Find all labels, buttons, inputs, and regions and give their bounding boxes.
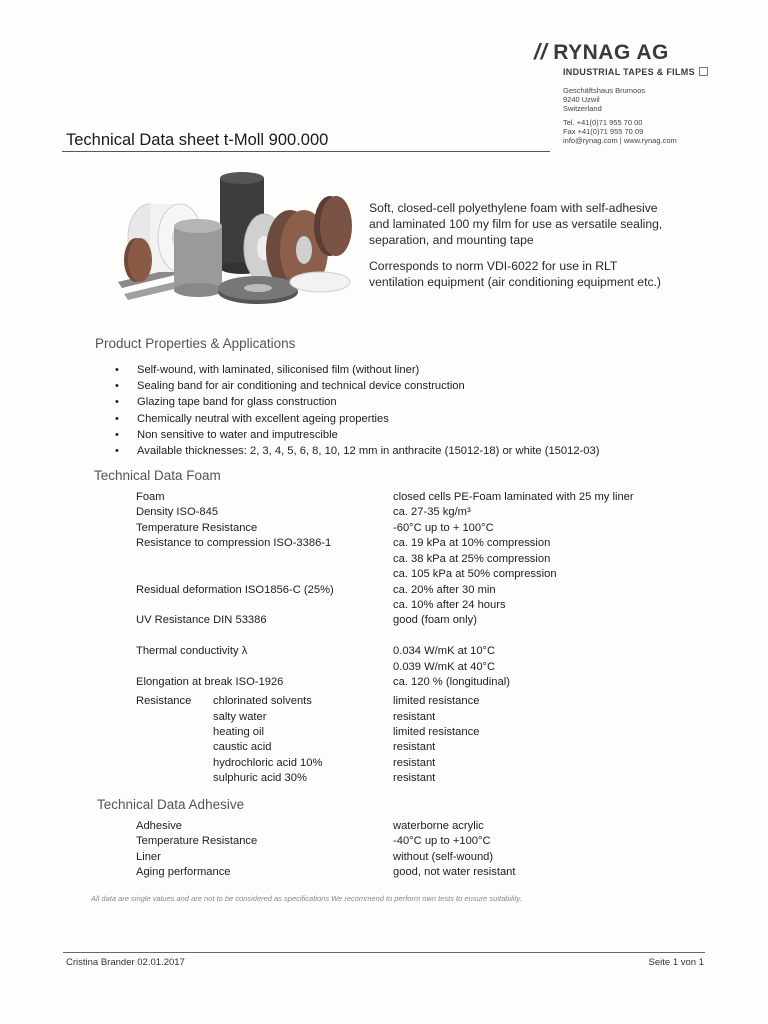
resistance-value: resistant [393, 772, 436, 784]
disclaimer: All data are single values and are not to be considered as specifications We recommend to perform own tests to ensure suitability. [91, 894, 522, 903]
company-address [563, 86, 645, 113]
list-item: • Available thicknesses: 2, 3, 4, 5, 6, 8, 10, 12 mm in anthracite (15012-18) or white (15012-03) [115, 443, 599, 459]
foam-label: Elongation at break ISO-1926 [136, 676, 284, 688]
contact-web: info@rynag.com | www.rynag.com [563, 136, 677, 145]
foam-value: -60°C up to + 100°C [393, 522, 494, 534]
resistance-value: resistant [393, 757, 436, 769]
page-title: Technical Data sheet t-Moll 900.000 [66, 131, 329, 149]
footer-divider [63, 952, 705, 953]
section-heading-properties: Product Properties & Applications [95, 336, 296, 351]
adhesive-value: waterborne acrylic [393, 820, 484, 832]
foam-value: 0.039 W/mK at 40°C [393, 661, 496, 673]
foam-label: Temperature Resistance [136, 522, 258, 534]
list-item: • Chemically neutral with excellent ageing properties [115, 411, 599, 427]
resistance-medium: hydrochloric acid 10% [213, 757, 323, 769]
foam-label: UV Resistance DIN 53386 [136, 614, 267, 626]
intro-norm: Corresponds to norm VDI-6022 for use in RLT ventilation equipment (air conditioning equipment etc.) [369, 259, 661, 289]
section-heading-foam: Technical Data Foam [94, 468, 221, 483]
foam-value: ca. 38 kPa at 25% compression [393, 553, 551, 565]
foam-value: ca. 105 kPa at 50% compression [393, 568, 557, 580]
adhesive-value: -40°C up to +100°C [393, 835, 491, 847]
foam-label: Thermal conductivity λ [136, 645, 248, 657]
properties-list [115, 362, 599, 459]
footer-page-number: Seite 1 von 1 [648, 957, 704, 968]
list-item: • Non sensitive to water and imputrescible [115, 427, 599, 443]
resistance-medium: salty water [213, 711, 267, 723]
resistance-value: resistant [393, 711, 436, 723]
adhesive-label: Aging performance [136, 866, 231, 878]
adhesive-label: Temperature Resistance [136, 835, 258, 847]
adhesive-label: Adhesive [136, 820, 183, 832]
list-item: • Sealing band for air conditioning and technical device construction [115, 378, 599, 394]
company-name: RYNAG AG [553, 41, 669, 64]
contact-phone: Tel. +41(0)71 955 70 00 [563, 118, 643, 127]
address-line: 9240 Uzwil [563, 95, 600, 104]
foam-value: ca. 10% after 24 hours [393, 599, 506, 611]
foam-value: good (foam only) [393, 614, 477, 626]
list-item: • Glazing tape band for glass construction [115, 394, 599, 410]
address-line: Geschäftshaus Brumoos [563, 86, 646, 95]
title-divider [62, 151, 550, 152]
company-tagline: INDUSTRIAL TAPES & FILMS [563, 66, 708, 77]
adhesive-value: without (self-wound) [393, 851, 494, 863]
resistance-value: limited resistance [393, 726, 480, 738]
list-item: • Self-wound, with laminated, siliconised film (without liner) [115, 362, 599, 378]
resistance-medium: sulphuric acid 30% [213, 772, 307, 784]
foam-label: Residual deformation ISO1856-C (25%) [136, 584, 334, 596]
section-heading-adhesive: Technical Data Adhesive [97, 797, 245, 812]
logo-slash-icon: // [534, 39, 548, 64]
foam-value: ca. 19 kPa at 10% compression [393, 537, 551, 549]
address-line: Switzerland [563, 104, 602, 113]
foam-value: ca. 120 % (longitudinal) [393, 676, 510, 688]
swiss-flag-icon [699, 67, 708, 76]
intro-description: Soft, closed-cell polyethylene foam with self-adhesive and laminated 100 my film for use as versatile sealing, separation, and mounting tape [369, 201, 663, 247]
footer-author-date: Cristina Brander 02.01.2017 [66, 957, 185, 968]
adhesive-value: good, not water resistant [393, 866, 516, 878]
resistance-medium: heating oil [213, 726, 265, 738]
adhesive-label: Liner [136, 851, 161, 863]
resistance-medium: chlorinated solvents [213, 695, 312, 707]
resistance-medium: caustic acid [213, 741, 272, 753]
foam-value: 0.034 W/mK at 10°C [393, 645, 496, 657]
product-photo [108, 170, 358, 318]
company-logo [534, 40, 734, 65]
resistance-value: resistant [393, 741, 436, 753]
company-contact [563, 118, 677, 145]
foam-value: closed cells PE-Foam laminated with 25 my liner [393, 491, 634, 503]
foam-value: ca. 20% after 30 min [393, 584, 496, 596]
foam-label: Density ISO-845 [136, 506, 219, 518]
contact-fax: Fax +41(0)71 955 70 09 [563, 127, 644, 136]
foam-label: Foam [136, 491, 165, 503]
resistance-value: limited resistance [393, 695, 480, 707]
foam-value: ca. 27-35 kg/m³ [393, 506, 471, 518]
foam-label: Resistance to compression ISO-3386-1 [136, 537, 332, 549]
resistance-label: Resistance [136, 695, 192, 707]
